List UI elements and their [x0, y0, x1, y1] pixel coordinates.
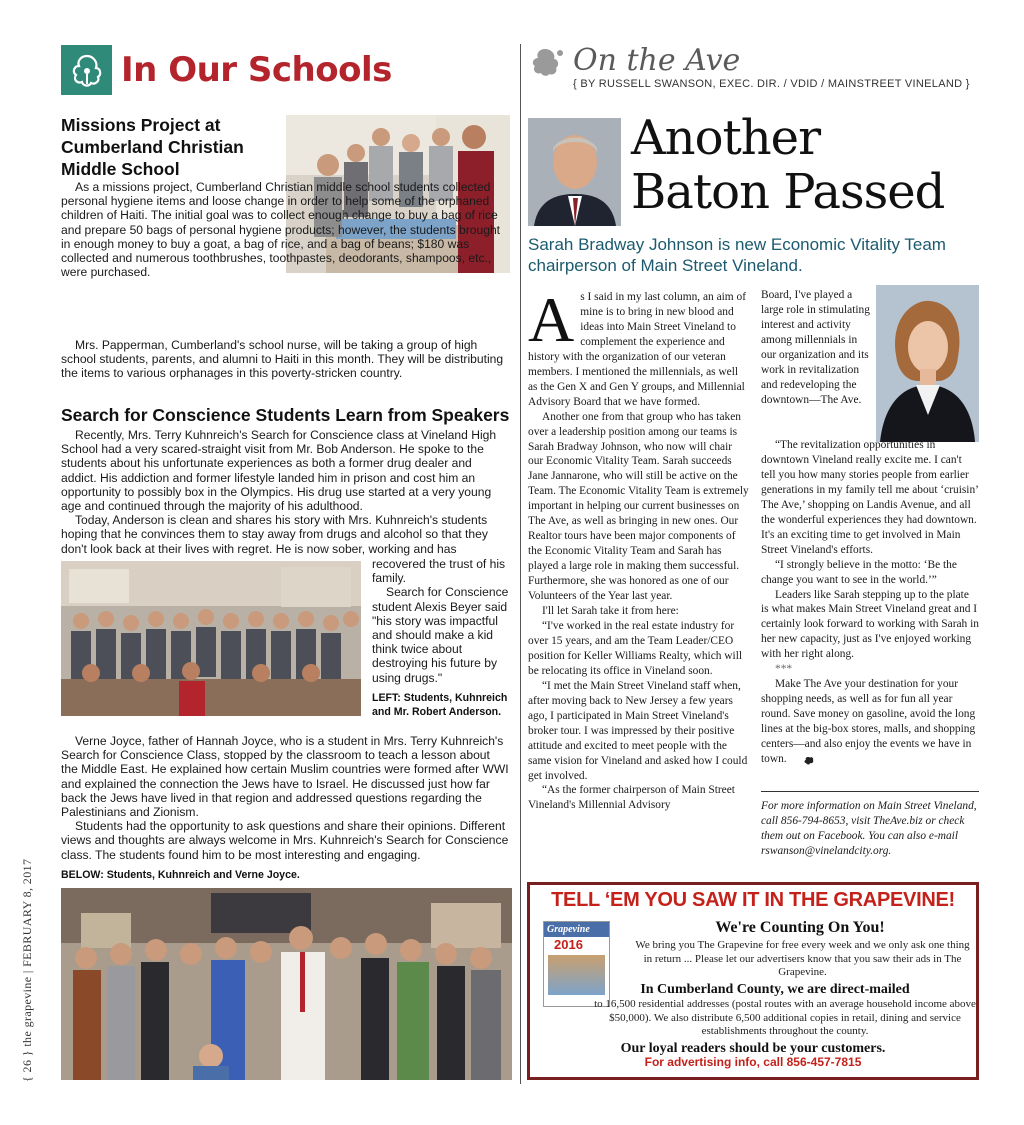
ad-text: [630, 939, 975, 980]
photo-russell-swanson: [528, 118, 621, 226]
column-title: On the Ave: [573, 43, 741, 78]
article-body: [372, 557, 512, 685]
article-body: [61, 734, 510, 862]
article-body: [61, 180, 501, 280]
article-body: [61, 338, 510, 381]
column-divider: [520, 44, 521, 1084]
article-paragraph: Students had the opportunity to ask questions and share their opinions. Different views and thoughts are always welcome in Mrs. Kuhnreich's Search for Conscience class. The students found him to be most interesting and engaging.: [61, 819, 509, 862]
column-paragraph: s I said in my last column, an aim of mine is to bring in new blood and ideas into Main Street Vineland to complement the experience and history with the organization of our veteran members. I mentioned the millennials, as well as the Gen X and Gen Y groups, and Millennial Advisory Board that we have formed.: [528, 291, 746, 408]
article-paragraph: As a missions project, Cumberland Christian middle school students collected personal hygiene items and loose change in order to help some of the orphaned children of Haiti. The initial goal was to collect enough change to buy a bag of rice and prepare 50 bags of personal hygiene products; however, the students brought in enough money to buy a goat, a bag of rice, and a bag of beans; $180 was collected and numerous toothbrushes, toothpastes, deodorants, shampoos, etc., were purchased.: [61, 180, 501, 280]
photo-sarah-bradway-johnson: [876, 285, 979, 442]
photo-caption: BELOW: Students, Kuhnreich and Verne Joyce.: [61, 869, 300, 881]
article-paragraph: Recently, Mrs. Terry Kuhnreich's Search for Conscience class at Vineland High School had a very scared-straight visit from Mr. Bob Anderson. He spoke to the students about his unfortunate experiences as both a former drug dealer and addict. His addiction and former lifestyle landed him in prison and cost him an opportunity to possibly box in the Olympics. His drug use started at a very young age and continued through the majority of his adulthood.: [61, 428, 497, 514]
ad-subheading: Our loyal readers should be your customers.: [620, 1041, 886, 1056]
headline-line: Baton Passed: [631, 164, 945, 220]
photo-caption: LEFT: Students, Kuhnreich and Mr. Robert Anderson.: [372, 692, 508, 718]
column-body-left: [528, 284, 749, 813]
house-ad: [527, 882, 979, 1080]
article-paragraph: Verne Joyce, father of Hannah Joyce, who is a student in Mrs. Terry Kuhnreich's Search for Conscience Class, stopped by the classroom to teach a lesson about the Middle East. He explained how certain Muslim countries were formed after WWI and explained the connection the Jews have to Israel. He discussed just how far back the Jews have lived in that region and addressed questions regarding the Palestinians and Zionism.: [61, 734, 509, 820]
column-paragraph: “I've worked in the real estate industry for over 15 years, and am the Team Leader/CEO position for Keller Williams Realty, which will be relocating its office in Vineland soon.: [528, 619, 743, 677]
headline-line: Another: [631, 110, 821, 166]
drop-cap: A: [528, 284, 575, 355]
grapevine-logo-badge: [61, 45, 112, 95]
column-paragraph: “I met the Main Street Vineland staff when, after moving back to New Jersey a few years ago, I participated in Main Street Vineland's broker tour. I was impressed by their positive attitude and excited to meet people with the same vision for Vineland and asked how I could get involved.: [528, 679, 748, 782]
grape-leaf-icon: [527, 45, 567, 77]
section-break: ***: [775, 663, 793, 676]
article-body: [61, 428, 510, 556]
end-mark-icon: [790, 755, 800, 764]
cover-year: 2016: [554, 937, 583, 952]
column-body-right: [761, 438, 979, 767]
column-paragraph: Leaders like Sarah stepping up to the plate is what makes Main Street Vineland great and I certainly look forward to working with Sarah in her new capacity, just as I've enjoyed working with her right along.: [761, 588, 979, 661]
page-folio: [12, 860, 42, 1082]
ad-contact-link[interactable]: For advertising info, call 856-457-7815: [644, 1055, 862, 1069]
photo-class-with-speaker: [61, 561, 361, 716]
column-paragraph: “I strongly believe in the motto: ‘Be the change you want to see in the world.’”: [761, 558, 957, 586]
article-headline: Missions Project at Cumberland Christian Middle School: [61, 115, 244, 179]
article-paragraph: Mrs. Papperman, Cumberland's school nurse, will be taking a group of high school students, parents, and alumni to Haiti in this month. They will be distributing the items to various orphanages in this poverty-stricken country.: [61, 338, 504, 381]
column-paragraph: I'll let Sarah take it from here:: [542, 605, 679, 618]
folio-text: { 26 } the grapevine | FEBRUARY 8, 2017: [19, 858, 34, 1082]
column-body-right-narrow: [761, 288, 873, 408]
ad-text: to 16,500 residential addresses (postal routes with an average household income above $50,000). We also distribute 6,500 additional copies in retail, dining and service establishments throughout the county.: [594, 998, 976, 1037]
column-paragraph: “As the former chairperson of Main Street Vineland's Millennial Advisory: [528, 784, 735, 812]
grape-leaf-icon: [67, 50, 107, 90]
ad-text-line: We bring you The Grapevine for free every week and we only ask one thing in return ... Please let our advertisers know that you saw their ads in The Grapevine.: [635, 939, 970, 978]
column-deck: Sarah Bradway Johnson is new Economic Vitality Team chairperson of Main Street Vineland.: [528, 235, 946, 275]
article-paragraph: recovered the trust of his family.: [372, 557, 506, 586]
article-headline: Search for Conscience Students Learn from Speakers: [61, 405, 510, 425]
column-paragraph: Another one from that group who has taken over a leadership position among our teams is Sarah Bradway Johnson, who now will chair our Economic Vitality Team. Sarah succeeds Jane Jannarone, who will still be active on the Team. The Economic Vitality Team is extremely important in helping our current businesses on The Ave, as well as bringing in new ones. Our Realtor tours have been major components of the Economic Vitality Team and Sarah has played a large role in making them successful. Furthermore, she was honored as one of our Volunteers of the Year last year.: [528, 410, 749, 603]
column-byline: { BY RUSSELL SWANSON, EXEC. DIR. / VDID / MAINSTREET VINELAND }: [573, 78, 970, 90]
article-paragraph: Today, Anderson is clean and shares his story with Mrs. Kuhnreich's students hoping that he convinces them to stay away from drugs and alcohol so that they don't look back at their lives with regret. He is now sober, working and has: [61, 513, 488, 556]
section-title: In Our Schools: [121, 50, 392, 90]
column-info: For more information on Main Street Vineland, call 856-794-8653, visit TheAve.biz or check them out on Facebook. You can also e-mail rswanson@vinelandcity.org.: [761, 800, 977, 857]
ad-headline: TELL ‘EM YOU SAW IT IN THE GRAPEVINE!: [551, 889, 955, 911]
ad-subheading: We're Counting On You!: [715, 919, 885, 936]
column-headline: [631, 111, 944, 219]
column-paragraph: “The revitalization opportunities in downtown Vineland really excite me. I can't tell you how many stories people from earlier generations in my family tell me about ‘cruisin’ The Ave,’ shopping on Landis Avenue, and all the wonderful experiences they had downtown. It's an exciting time to get involved in Main Street Vineland's efforts.: [761, 439, 979, 556]
column-paragraph: [761, 677, 979, 767]
column-paragraph-text: Make The Ave your destination for your shopping needs, as well as for fun all year round. Save money on gasoline, avoid the long lines at the big-box stores, malls, and shopping centers—and also enjoy the events we have in town.: [761, 678, 976, 766]
info-rule: [761, 791, 979, 792]
cover-masthead: Grapevine: [544, 922, 609, 937]
article-paragraph: Search for Conscience student Alexis Beyer said "his story was impactful and should make a kid think twice about destroying his future by using drugs.": [372, 585, 509, 685]
photo-class-with-verne-joyce: [61, 888, 512, 1080]
ad-subheading: In Cumberland County, we are direct-mailed: [640, 982, 910, 997]
column-paragraph: Board, I've played a large role in stimulating interest and activity among millennials in our organization and its work in revitalization and redeveloping the downtown—The Ave.: [761, 289, 870, 406]
